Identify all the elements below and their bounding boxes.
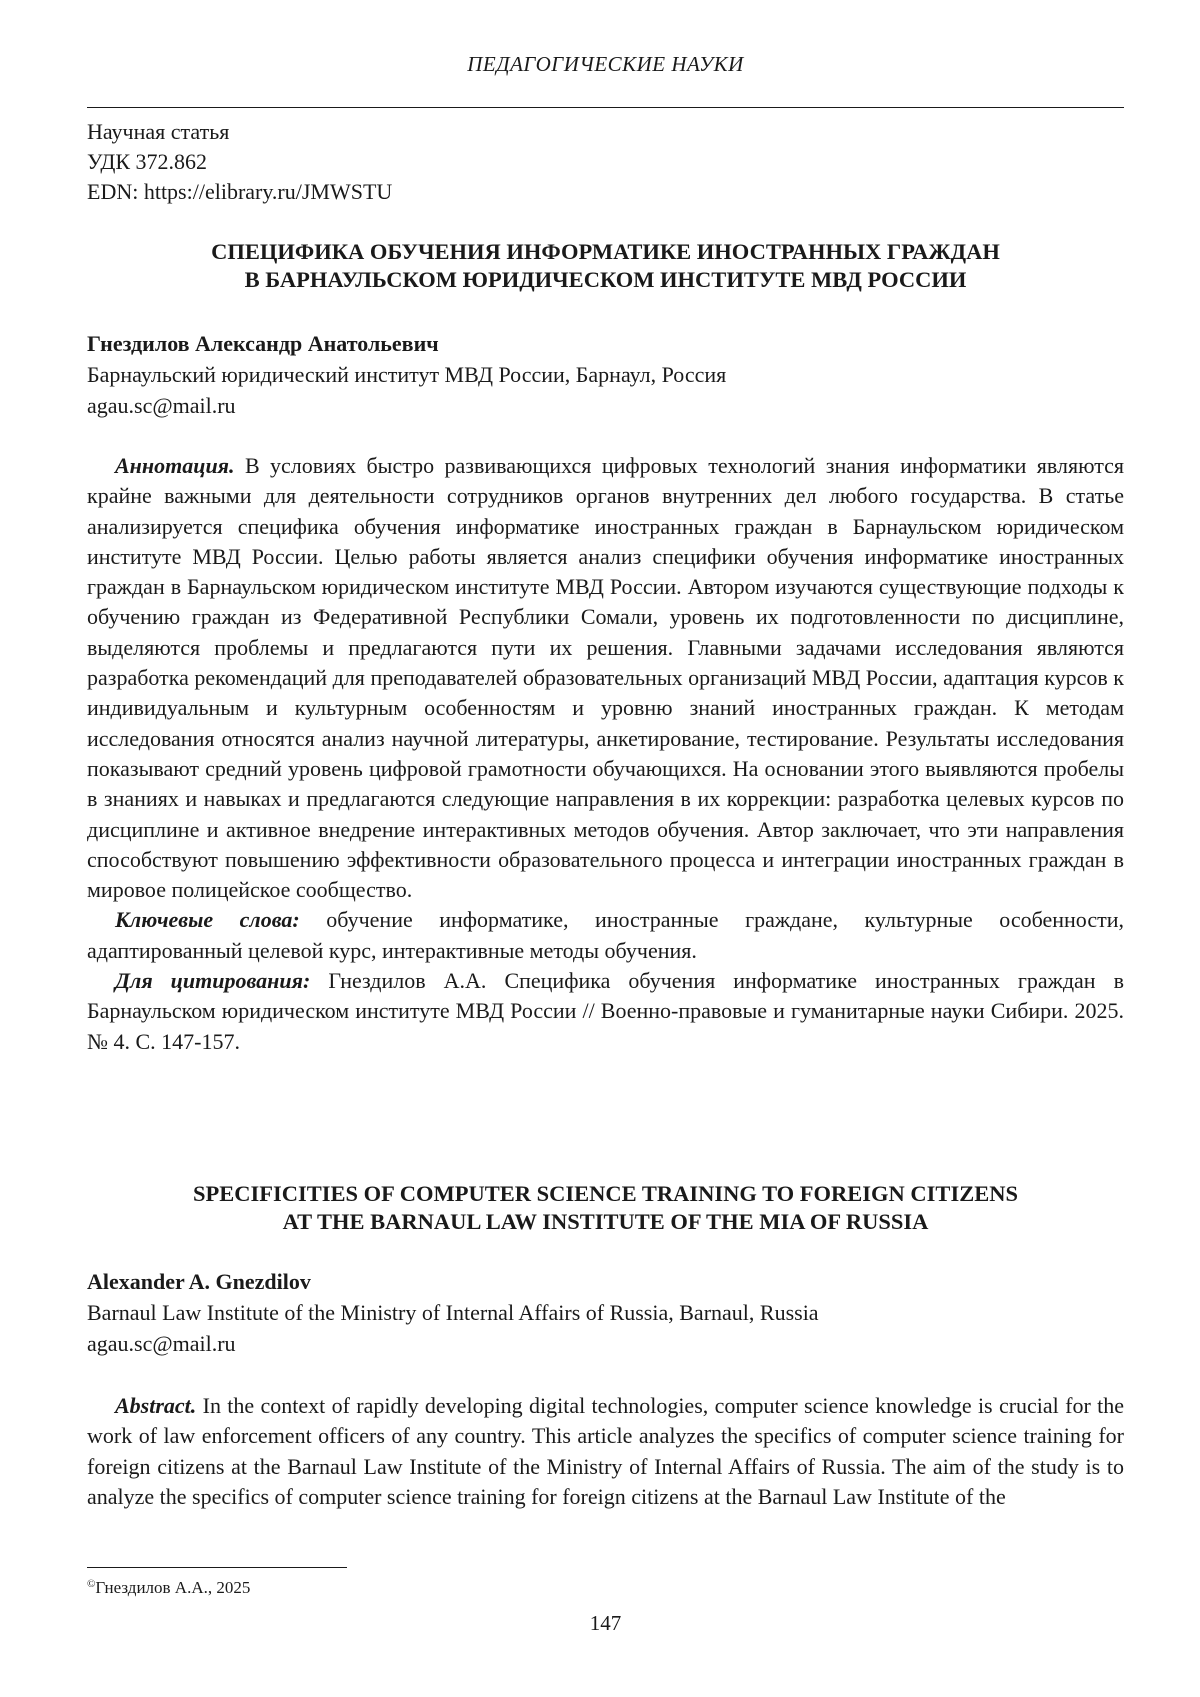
abstract-section-en (87, 1391, 1124, 1512)
citation-ru (87, 966, 1124, 1057)
title-en-line-2: AT THE BARNAUL LAW INSTITUTE OF THE MIA OF RUSSIA (282, 1209, 929, 1234)
abstract-ru (87, 451, 1124, 905)
author-name-ru: Гнездилов Александр Анатольевич (87, 331, 439, 356)
abstract-label-ru: Аннотация. (115, 453, 235, 478)
author-name-en: Alexander A. Gnezdilov (87, 1269, 311, 1294)
abstract-section-ru (87, 451, 1124, 1057)
citation-label-ru: Для цитирования: (115, 968, 311, 994)
copyright-text: Гнездилов А.А., 2025 (95, 1578, 251, 1597)
copyright-footnote (87, 1573, 250, 1599)
author-email-ru[interactable]: agau.sc@mail.ru (87, 393, 236, 418)
header-divider (87, 107, 1124, 108)
copyright-mark: © (87, 1578, 96, 1590)
title-ru (87, 238, 1124, 294)
article-type: Научная статья (87, 119, 230, 144)
author-affiliation-ru: Барнаульский юридический институт МВД России, Барнаул, Россия (87, 362, 727, 387)
author-affiliation-en: Barnaul Law Institute of the Ministry of Internal Affairs of Russia, Barnaul, Russia (87, 1300, 819, 1325)
title-en-line-1: SPECIFICITIES OF COMPUTER SCIENCE TRAINING TO FOREIGN CITIZENS (193, 1181, 1018, 1206)
udk-code: УДК 372.862 (87, 149, 208, 174)
running-head: ПЕДАГОГИЧЕСКИЕ НАУКИ (467, 52, 744, 76)
article-meta (87, 117, 392, 207)
abstract-text-en: In the context of rapidly developing digital technologies, computer science knowledge is crucial for the work of law enforcement officers of any country. This article analyzes the specifics of computer science training for foreign citizens at the Barnaul Law Institute of the Ministry of Internal Affairs of Russia. The aim of the study is to analyze the specifics of computer science training for foreign citizens at the Barnaul Law Institute of the (87, 1393, 1124, 1509)
keywords-ru (87, 905, 1124, 966)
abstract-text-ru: В условиях быстро развивающихся цифровых технологий знания информатики являются крайне важными для деятельности сотрудников органов внутренних дел любого государства. В статье анализируется специфика обучения информатике иностранных граждан в Барнаульском юридическом институте МВД России. Целью работы является анализ специфики обучения информатике иностранных граждан в Барнаульском юридическом институте МВД России. Автором изучаются существующие подходы к обучению граждан из Федеративной Республики Сомали, уровень их подготовленности по дисциплине, выделяются проблемы и предлагаются пути их решения. Главными задачами исследования являются разработка рекомендаций для преподавателей образовательных организаций МВД России, адаптация курсов к индивидуальным и культурным особенностям и уровню знаний иностранных граждан. К методам исследования относятся анализ научной литературы, анкетирование, тестирование. Результаты исследования показывают средний уровень цифровой грамотности обучающихся. На основании этого выявляются пробелы в знаниях и навыках и предлагаются следующие направления в их коррекции: разработка целевых курсов по дисциплине и активное внедрение интерактивных методов обучения. Автор заключает, что эти направления способствуют повышению эффективности образовательного процесса и интеграции иностранных граждан в мировое полицейское сообщество. (87, 453, 1124, 903)
keywords-text-ru: обучение информатике, иностранные граждане, культурные особенности, адаптированный целевой курс, интерактивные методы обучения. (87, 907, 1125, 963)
author-email-en[interactable]: agau.sc@mail.ru (87, 1331, 236, 1356)
article-page (87, 0, 1124, 1697)
citation-text-ru: Гнездилов А.А. Специфика обучения информатике иностранных граждан в Барнаульском юридическом институте МВД России // Военно-правовые и гуманитарные науки Сибири. 2025. № 4. С. 147-157. (87, 968, 1124, 1054)
abstract-en (87, 1391, 1124, 1512)
author-block-en (87, 1266, 1124, 1359)
title-ru-line-2: В БАРНАУЛЬСКОМ ЮРИДИЧЕСКОМ ИНСТИТУТЕ МВД РОССИИ (244, 267, 967, 292)
abstract-label-en: Abstract. (115, 1393, 197, 1418)
author-block-ru (87, 328, 1124, 421)
keywords-label-ru: Ключевые слова: (115, 907, 300, 933)
footnote-divider (87, 1567, 347, 1568)
title-en (87, 1180, 1124, 1236)
page-number: 147 (589, 1611, 622, 1635)
edn-link[interactable]: EDN: https://elibrary.ru/JMWSTU (87, 179, 393, 204)
title-ru-line-1: СПЕЦИФИКА ОБУЧЕНИЯ ИНФОРМАТИКЕ ИНОСТРАННЫХ ГРАЖДАН (211, 239, 1000, 264)
